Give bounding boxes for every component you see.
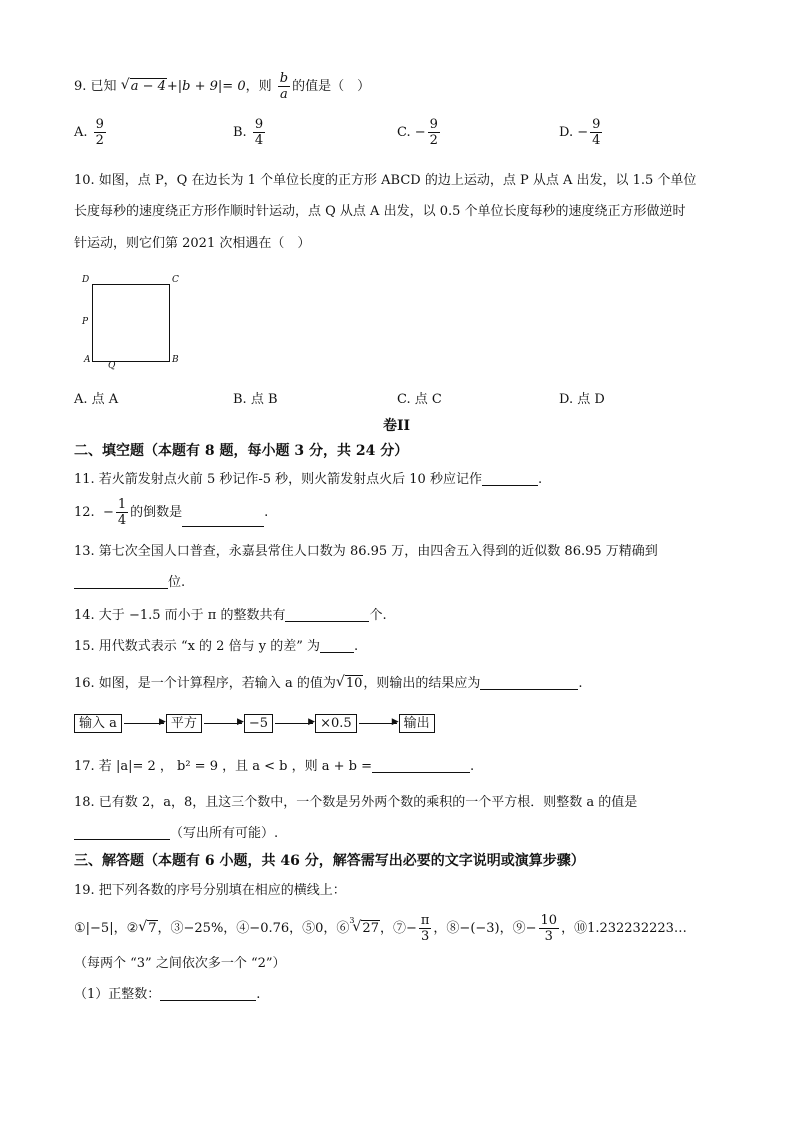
answer-blank[interactable] (74, 827, 170, 840)
label-q: Q (108, 361, 116, 371)
q10-line2: 长度每秒的速度绕正方形作顺时针运动，点 Q 从点 A 出发，以 0.5 个单位长度每秒的速度绕正方形做逆时 (74, 204, 686, 219)
q13-line1: 13. 第七次全国人口普查，永嘉县常住人口数为 86.95 万，由四舍五入得到的近似数 86.95 万精确到 (74, 544, 658, 559)
q18-line1: 18. 已有数 2，a，8，且这三个数中，一个数是另外两个数的乘积的一个平方根．则整数 a 的值是 (74, 795, 638, 810)
flow-times-half: ×0.5 (315, 714, 357, 733)
q10-line3: 针运动，则它们第 2021 次相遇在（ ） (74, 236, 311, 251)
arrow-icon: ▶ (124, 723, 164, 724)
label-b: B (172, 355, 179, 365)
q10-option-b: B. 点 B (233, 392, 278, 407)
q15: 15. 用代数式表示 “x 的 2 倍与 y 的差” 为 . (74, 639, 359, 654)
section-3-heading: 三、解答题（本题有 6 小题，共 46 分，解答需写出必要的文字说明或演算步骤） (74, 853, 585, 869)
q10-option-d: D. 点 D (559, 392, 605, 407)
sqrt-10: √ 10 (335, 674, 363, 691)
q9-option-d: D. − $\frac{9}{4}$ (559, 117, 601, 148)
flow-output: 输出 (399, 714, 435, 733)
q19-line1: 19. 把下列各数的序号分别填在相应的横线上： (74, 883, 346, 898)
answer-blank[interactable] (480, 677, 578, 690)
q10-option-a: A. 点 A (74, 392, 119, 407)
sqrt-expression: √ a − 4 (120, 77, 166, 94)
calc-flowchart (74, 714, 435, 733)
q19-numbers: ①|−5|，② √ 7，③−25%，④−0.76，⑤0，⑥ 3 √ 27，⑦− $\frac{\pi}{3}$ ，⑧−(−3)，⑨− $\frac{10}{3}$ ，⑩1.232232223… (74, 913, 687, 944)
q14: 14. 大于 −1.5 而小于 π 的整数共有 个. (74, 608, 387, 623)
q9-stem: 9. 已知 √ a − 4+|b + 9|= 0，则 $\frac{b}{a}$ 的值是（ ） (74, 71, 371, 102)
answer-blank[interactable] (160, 988, 256, 1001)
sqrt-7: √ 7 (138, 919, 157, 936)
volume-title: 卷II (383, 418, 411, 434)
arrow-icon: ▶ (359, 723, 397, 724)
q12: 12. − $\frac{1}{4}$ 的倒数是 . (74, 497, 269, 528)
answer-blank[interactable] (320, 640, 354, 653)
square (92, 284, 170, 362)
label-c: C (172, 275, 179, 285)
label-a: A (84, 355, 91, 365)
arrow-icon: ▶ (275, 723, 313, 724)
q9-option-b: B. $\frac{9}{4}$ (233, 117, 264, 148)
label-d: D (82, 275, 90, 285)
q10-option-c: C. 点 C (397, 392, 442, 407)
answer-blank[interactable] (285, 609, 369, 622)
q19-note: （每两个 “3” 之间依次多一个 “2”） (74, 956, 286, 971)
q16: 16. 如图，是一个计算程序，若输入 a 的值为 √ 10，则输出的结果应为 . (74, 674, 583, 691)
q17: 17. 若 |a|= 2 ， b² = 9 ，且 a < b ，则 a + b = . (74, 759, 475, 774)
answer-blank[interactable] (372, 760, 470, 773)
q9-option-c: C. − $\frac{9}{2}$ (397, 117, 438, 148)
q19-sub1: （1）正整数： . (74, 987, 261, 1002)
label-p: P (82, 317, 89, 327)
q13-line2: 位. (74, 576, 185, 589)
q9-option-a: A. $\frac{9}{2}$ (74, 117, 104, 148)
q18-line2: （写出所有可能）. (74, 827, 278, 840)
answer-blank[interactable] (182, 514, 264, 527)
q10-line1: 10. 如图，点 P，Q 在边长为 1 个单位长度的正方形 ABCD 的边上运动，点 P 从点 A 出发，以 1.5 个单位 (74, 173, 697, 188)
flow-minus5: −5 (244, 714, 273, 733)
fraction-b-over-a: $\frac{b}{a}$ (279, 71, 289, 102)
answer-blank[interactable] (74, 576, 168, 589)
flow-square: 平方 (166, 714, 202, 733)
square-figure (82, 274, 186, 370)
answer-blank[interactable] (482, 473, 538, 486)
section-2-heading: 二、填空题（本题有 8 题，每小题 3 分，共 24 分） (74, 443, 409, 459)
arrow-icon: ▶ (204, 723, 242, 724)
q11: 11. 若火箭发射点火前 5 秒记作-5 秒，则火箭发射点火后 10 秒应记作 . (74, 472, 543, 487)
cbrt-27: 3 √ 27 (349, 916, 379, 936)
flow-input: 输入 a (74, 714, 122, 733)
